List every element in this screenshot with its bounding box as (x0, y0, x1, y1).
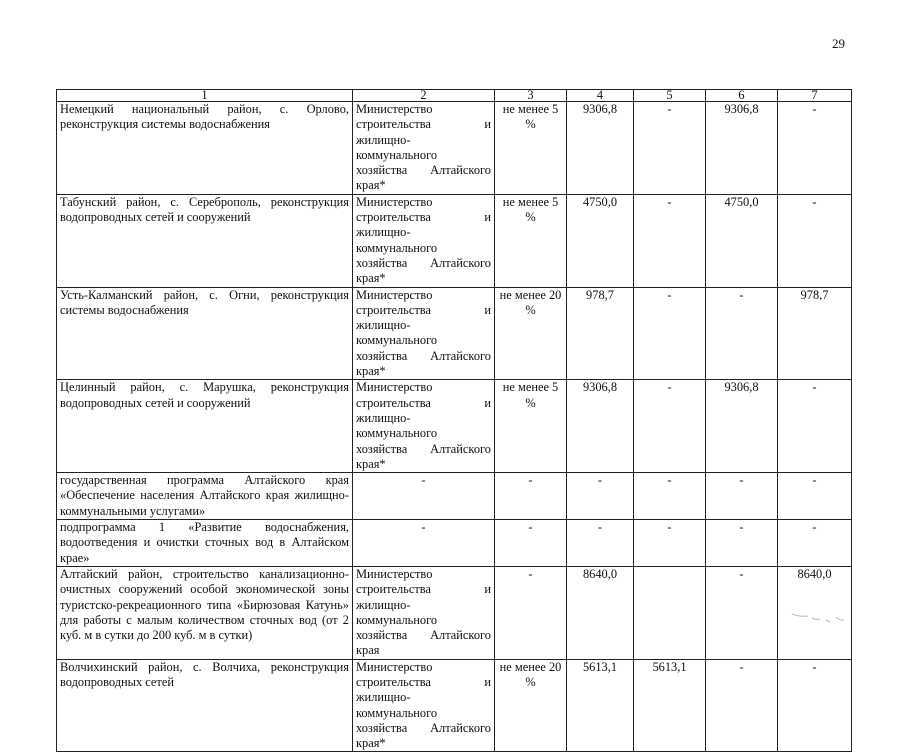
column-header-5: 5 (634, 90, 706, 102)
cofinancing-cell: не менее 20 % (495, 659, 567, 752)
responsible-cell: Министерство строительства и жилищно-коммунального хозяйства Алтайского края* (353, 380, 495, 473)
cofinancing-cell: - (495, 520, 567, 567)
value-cell-5: - (634, 473, 706, 520)
value-cell-7: - (778, 380, 852, 473)
value-cell-7: 978,7 (778, 287, 852, 380)
column-header-1: 1 (57, 90, 353, 102)
column-header-3: 3 (495, 90, 567, 102)
cofinancing-cell: - (495, 473, 567, 520)
value-cell-4: 9306,8 (567, 102, 634, 195)
column-header-4: 4 (567, 90, 634, 102)
page-number: 29 (832, 36, 845, 51)
table-row (57, 287, 852, 380)
value-cell-6: - (706, 473, 778, 520)
value-cell-6: - (706, 520, 778, 567)
value-cell-5 (634, 566, 706, 659)
table-row (57, 659, 852, 752)
responsible-cell: Министерство строительства и жилищно-коммунального хозяйства Алтайского края* (353, 102, 495, 195)
value-cell-6: - (706, 566, 778, 659)
value-cell-4: 4750,0 (567, 194, 634, 287)
value-cell-5: - (634, 520, 706, 567)
cofinancing-cell: не менее 5 % (495, 380, 567, 473)
cofinancing-cell: не менее 5 % (495, 102, 567, 195)
responsible-cell: Министерство строительства и жилищно-коммунального хозяйства Алтайского края* (353, 194, 495, 287)
value-cell-7: - (778, 102, 852, 195)
value-cell-7: - (778, 520, 852, 567)
value-cell-5: - (634, 287, 706, 380)
value-cell-6: - (706, 287, 778, 380)
value-cell-4: 5613,1 (567, 659, 634, 752)
value-cell-5: - (634, 102, 706, 195)
value-cell-7: - (778, 194, 852, 287)
value-cell-7: 8640,0 (778, 566, 852, 659)
responsible-cell: - (353, 520, 495, 567)
funding-table (56, 89, 852, 752)
column-header-6: 6 (706, 90, 778, 102)
object-name-cell: Табунский район, с. Сереброполь, реконструкция водопроводных сетей и сооружений (57, 194, 353, 287)
cofinancing-cell: не менее 20 % (495, 287, 567, 380)
table-row (57, 520, 852, 567)
table-row (57, 102, 852, 195)
value-cell-7: - (778, 659, 852, 752)
table-row (57, 566, 852, 659)
value-cell-5: 5613,1 (634, 659, 706, 752)
pen-mark-icon (790, 608, 860, 628)
column-header-2: 2 (353, 90, 495, 102)
value-cell-6: - (706, 659, 778, 752)
responsible-cell: Министерство строительства и жилищно-коммунального хозяйства Алтайского края (353, 566, 495, 659)
cofinancing-cell: - (495, 566, 567, 659)
responsible-cell: Министерство строительства и жилищно-коммунального хозяйства Алтайского края* (353, 287, 495, 380)
value-cell-4: 8640,0 (567, 566, 634, 659)
table-row (57, 194, 852, 287)
value-cell-4: - (567, 473, 634, 520)
value-cell-4: - (567, 520, 634, 567)
value-cell-5: - (634, 194, 706, 287)
object-name-cell: Алтайский район, строительство канализационно-очистных сооружений особой экономической зоны туристско-рекреационного типа «Бирюзовая Катунь» для работы с малым количеством сточных вод (от 2 куб. м в сутки до 200 куб. м в сутки) (57, 566, 353, 659)
table-row (57, 380, 852, 473)
object-name-cell: Немецкий национальный район, с. Орлово, реконструкция системы водоснабжения (57, 102, 353, 195)
header-row (57, 90, 852, 102)
value-cell-4: 978,7 (567, 287, 634, 380)
responsible-cell: Министерство строительства и жилищно-коммунального хозяйства Алтайского края* (353, 659, 495, 752)
object-name-cell: подпрограмма 1 «Развитие водоснабжения, водоотведения и очистки сточных вод в Алтайском крае» (57, 520, 353, 567)
value-cell-4: 9306,8 (567, 380, 634, 473)
cofinancing-cell: не менее 5 % (495, 194, 567, 287)
value-cell-6: 9306,8 (706, 102, 778, 195)
column-header-7: 7 (778, 90, 852, 102)
value-cell-7: - (778, 473, 852, 520)
table-row (57, 473, 852, 520)
value-cell-6: 9306,8 (706, 380, 778, 473)
object-name-cell: государственная программа Алтайского края «Обеспечение населения Алтайского края жилищно-коммунальными услугами» (57, 473, 353, 520)
value-cell-5: - (634, 380, 706, 473)
object-name-cell: Усть-Калманский район, с. Огни, реконструкция системы водоснабжения (57, 287, 353, 380)
value-cell-6: 4750,0 (706, 194, 778, 287)
object-name-cell: Волчихинский район, с. Волчиха, реконструкция водопроводных сетей (57, 659, 353, 752)
object-name-cell: Целинный район, с. Марушка, реконструкция водопроводных сетей и сооружений (57, 380, 353, 473)
responsible-cell: - (353, 473, 495, 520)
